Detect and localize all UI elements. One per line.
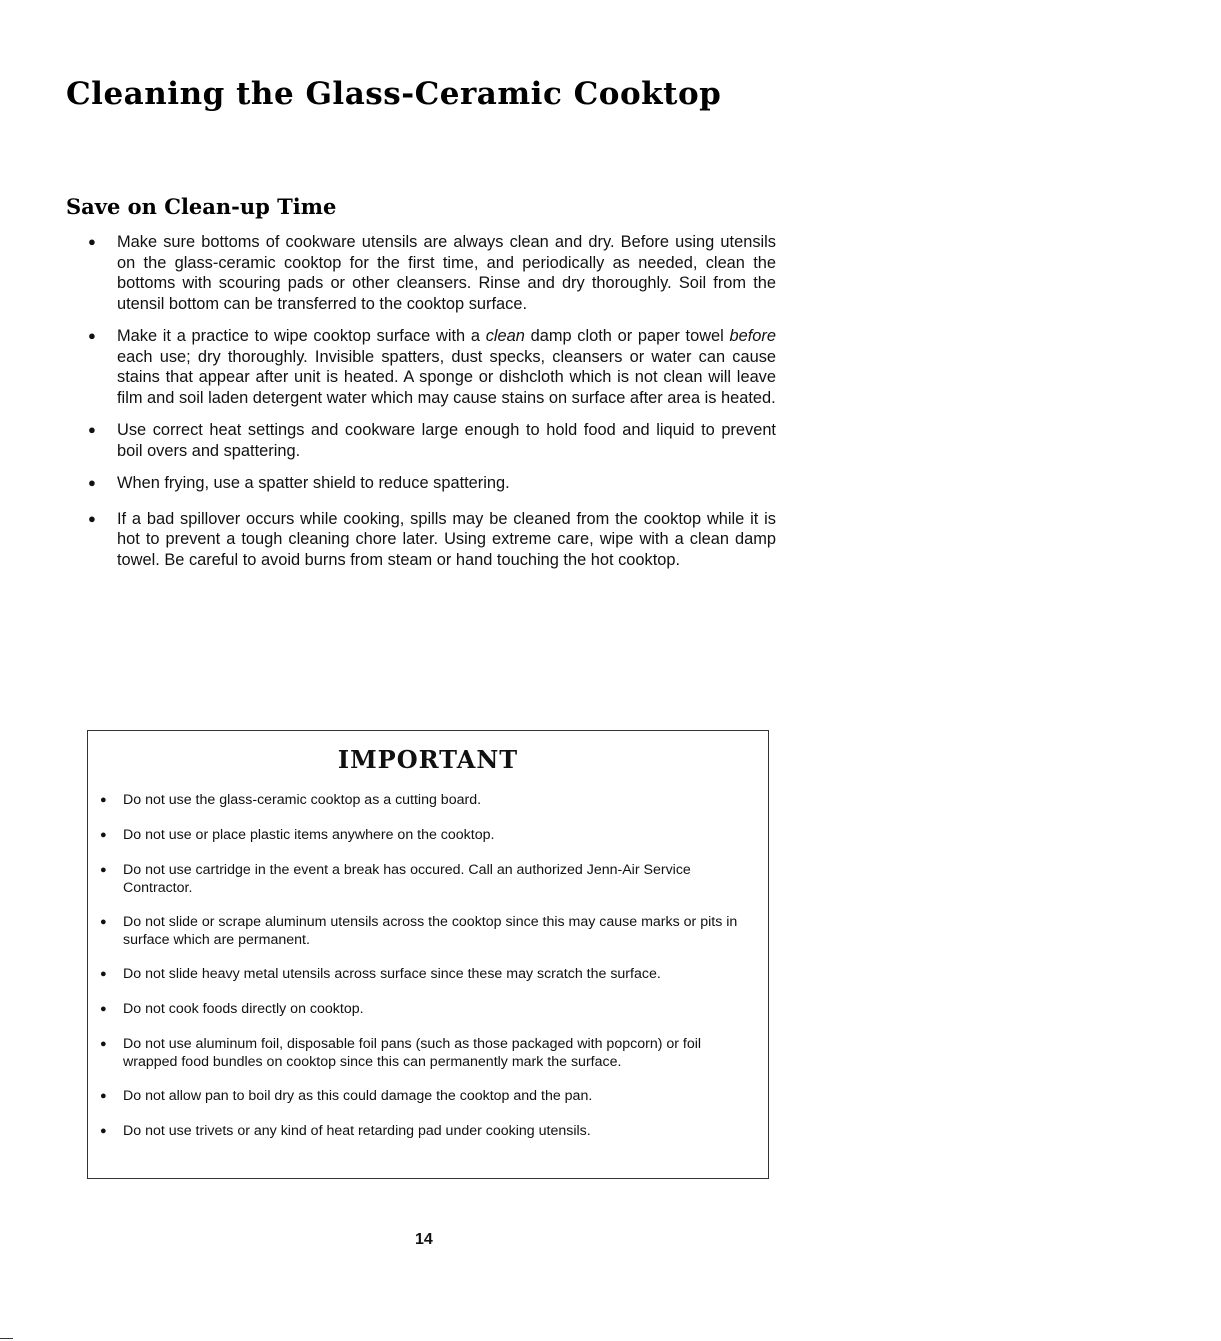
list-item-text: Do not use trivets or any kind of heat retarding pad under cooking utensils. [123, 1123, 591, 1139]
emphasis-clean: clean [485, 327, 525, 345]
bullet-icon: ● [100, 794, 107, 806]
scan-corner-mark [0, 1338, 13, 1339]
emphasis-before: before [729, 327, 776, 345]
list-item-text: Do not use cartridge in the event a break has occured. Call an authorized Jenn-Air Service Contractor. [123, 862, 691, 896]
list-item [100, 913, 750, 949]
list-item [100, 791, 750, 809]
list-item-text: Use correct heat settings and cookware large enough to hold food and liquid to prevent boil overs and spattering. [117, 421, 776, 460]
list-item [100, 826, 750, 844]
list-item-text: Do not use or place plastic items anywhere on the cooktop. [123, 827, 495, 843]
list-item-text: Do not slide or scrape aluminum utensils across the cooktop since this may cause marks or pits in surface which are permanent. [123, 914, 738, 948]
list-item-text: If a bad spillover occurs while cooking, spills may be cleaned from the cooktop while it is hot to prevent a tough cleaning chore later. Using extreme care, wipe with a clean damp towel. Be careful to avoid burns from steam or hand touching the hot cooktop. [117, 509, 776, 569]
list-item-text: Do not cook foods directly on cooktop. [123, 1001, 364, 1017]
bullet-icon: ● [100, 1038, 107, 1050]
bullet-icon: ● [100, 1090, 107, 1102]
list-item [100, 861, 750, 897]
list-item [100, 1035, 750, 1071]
bullet-icon: ● [100, 916, 107, 928]
list-item [86, 326, 776, 408]
bullet-icon: ● [88, 475, 96, 490]
bullet-icon: ● [88, 510, 96, 526]
list-item-text: Do not allow pan to boil dry as this could damage the cooktop and the pan. [123, 1088, 593, 1104]
list-item-text: Do not use aluminum foil, disposable foil pans (such as those packaged with popcorn) or foil wrapped food bundles on cooktop since this can permanently mark the surface. [123, 1036, 702, 1070]
bullet-icon: ● [88, 234, 96, 249]
important-box [87, 730, 769, 1179]
list-item-text: When frying, use a spatter shield to reduce spattering. [117, 474, 510, 492]
bullet-icon: ● [100, 1003, 107, 1015]
bullet-icon: ● [88, 422, 96, 437]
bullet-icon: ● [100, 829, 107, 841]
important-list [100, 791, 750, 1157]
list-item-text: Make it a practice to wipe cooktop surface with a clean damp cloth or paper towel before each use; dry thoroughly. Invisible spatters, dust specks, cleansers or water can cause stains that appear after unit is heated. A sponge or dishcloth which is not clean will leave film and soil laden detergent water which may cause stains on surface after area is heated. [117, 327, 776, 407]
list-item [86, 420, 776, 461]
page-title: Cleaning the Glass-Ceramic Cooktop [66, 76, 722, 112]
list-item-text: Do not use the glass-ceramic cooktop as a cutting board. [123, 792, 482, 808]
bullet-icon: ● [100, 864, 107, 876]
section-title: Save on Clean-up Time [66, 194, 337, 219]
bullet-icon: ● [100, 1125, 107, 1137]
list-item [100, 965, 750, 983]
list-item [86, 232, 776, 314]
list-item [100, 1000, 750, 1018]
bullet-icon: ● [100, 968, 107, 980]
page-number: 14 [415, 1231, 433, 1248]
list-item [86, 473, 776, 494]
important-title: IMPORTANT [337, 745, 519, 774]
list-item [86, 509, 776, 571]
cleanup-tips-list [86, 232, 776, 570]
list-item [100, 1087, 750, 1105]
list-item-text: Do not slide heavy metal utensils across surface since these may scratch the surface. [123, 966, 661, 982]
list-item-text: Make sure bottoms of cookware utensils are always clean and dry. Before using utensils on the glass-ceramic cooktop for the first time, and periodically as needed, clean the bottoms with scouring pads or other cleansers. Rinse and dry thoroughly. Soil from the utensil bottom can be transferred to the cooktop surface. [117, 233, 776, 313]
list-item [100, 1122, 750, 1140]
bullet-icon: ● [88, 328, 96, 343]
